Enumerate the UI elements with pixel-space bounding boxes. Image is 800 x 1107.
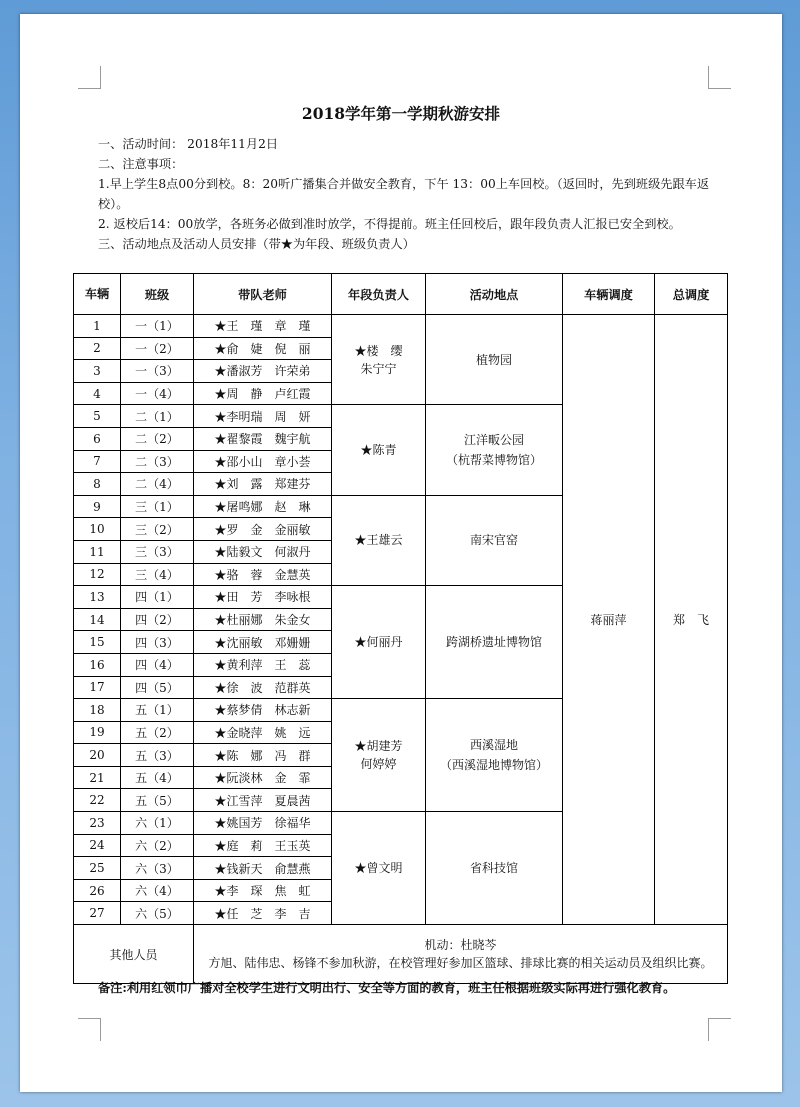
teachers-cell[interactable]: ★邵小山 章小荟 (194, 450, 332, 473)
header-general-dispatch[interactable]: 总调度 (655, 274, 728, 315)
teachers-cell[interactable]: ★周 静 卢红霞 (194, 382, 332, 405)
grade-leader-cell[interactable] (332, 315, 426, 405)
vehicle-number-cell[interactable]: 16 (74, 653, 121, 676)
class-cell[interactable]: 二（1） (121, 405, 194, 428)
header-dispatch[interactable]: 车辆调度 (563, 274, 655, 315)
grade-leader-secondary: 何婷婷 (360, 757, 397, 772)
intro-section (98, 134, 726, 254)
crop-mark-bottom-right (708, 1018, 731, 1041)
grade-leader-cell[interactable] (332, 495, 426, 585)
teachers-cell[interactable]: ★任 芝 李 吉 (194, 902, 332, 925)
document-title[interactable]: 2018学年第一学期秋游安排 (301, 104, 501, 123)
teachers-cell[interactable]: ★李明瑞 周 妍 (194, 405, 332, 428)
location-cell[interactable] (426, 812, 563, 925)
class-cell[interactable]: 三（2） (121, 518, 194, 541)
crop-mark-top-right (708, 66, 731, 89)
teachers-cell[interactable]: ★沈丽敏 邓姗姗 (194, 631, 332, 654)
table-row (74, 315, 728, 338)
class-cell[interactable]: 三（1） (121, 495, 194, 518)
vehicle-number-cell[interactable]: 19 (74, 721, 121, 744)
header-location[interactable]: 活动地点 (426, 274, 563, 315)
grade-leader-primary: ★王雄云 (354, 533, 403, 548)
vehicle-number-cell[interactable]: 13 (74, 586, 121, 609)
vehicle-number-cell[interactable]: 5 (74, 405, 121, 428)
vehicle-number-cell[interactable]: 20 (74, 744, 121, 767)
vehicle-number-cell[interactable]: 21 (74, 766, 121, 789)
notice-item-2[interactable]: 2. 返校后14：00放学，各班务必做到准时放学，不得提前。班主任回校后，跟年段负责人汇报已安全到校。 (98, 217, 681, 231)
vehicle-number-cell[interactable]: 22 (74, 789, 121, 812)
teachers-cell[interactable]: ★屠鸣娜 赵 琳 (194, 495, 332, 518)
table-body (74, 315, 728, 984)
class-cell[interactable]: 三（3） (121, 540, 194, 563)
class-cell[interactable]: 一（1） (121, 315, 194, 338)
grade-leader-primary: ★陈青 (360, 443, 397, 458)
class-cell[interactable]: 二（2） (121, 427, 194, 450)
other-staff-content[interactable] (194, 925, 728, 984)
location-cell[interactable] (426, 586, 563, 699)
class-cell[interactable]: 六（1） (121, 812, 194, 835)
teachers-cell[interactable]: ★阮淡林 金 霏 (194, 766, 332, 789)
vehicle-number-cell[interactable]: 26 (74, 879, 121, 902)
class-cell[interactable]: 四（1） (121, 586, 194, 609)
header-class[interactable]: 班级 (121, 274, 194, 315)
class-cell[interactable]: 二（4） (121, 473, 194, 496)
grade-leader-primary: ★曾文明 (354, 861, 403, 876)
vehicle-number-cell[interactable]: 15 (74, 631, 121, 654)
activity-time-line[interactable]: 一、活动时间： 2018年11月2日 (98, 137, 279, 151)
location-name: 南宋官窑 (469, 533, 518, 548)
header-grade-leader[interactable]: 年段负责人 (332, 274, 426, 315)
crop-mark-bottom-left (78, 1018, 101, 1041)
teachers-cell[interactable]: ★刘 露 郑建芬 (194, 473, 332, 496)
teachers-cell[interactable]: ★田 芳 李咏根 (194, 586, 332, 609)
class-cell[interactable]: 四（3） (121, 631, 194, 654)
location-name: 跨湖桥遗址博物馆 (445, 635, 542, 650)
teachers-cell[interactable]: ★陈 娜 冯 群 (194, 744, 332, 767)
vehicle-number-cell[interactable]: 3 (74, 360, 121, 383)
crop-mark-top-left (78, 66, 101, 89)
location-subname: （西溪湿地博物馆） (439, 758, 548, 773)
teachers-cell[interactable]: ★江雪萍 夏晨茜 (194, 789, 332, 812)
vehicle-number-cell[interactable]: 9 (74, 495, 121, 518)
other-staff-label[interactable]: 其他人员 (74, 925, 194, 984)
location-cell[interactable] (426, 315, 563, 405)
grade-leader-cell[interactable] (332, 405, 426, 495)
class-cell[interactable]: 一（4） (121, 382, 194, 405)
teachers-cell[interactable]: ★陆毅文 何淑丹 (194, 540, 332, 563)
location-cell[interactable] (426, 495, 563, 585)
class-cell[interactable]: 一（3） (121, 360, 194, 383)
absent-staff-line: 方旭、陆伟忠、杨锋不参加秋游，在校管理好参加区篮球、排球比赛的相关运动员及组织比赛。 (208, 956, 713, 971)
vehicle-number-cell[interactable]: 14 (74, 608, 121, 631)
vehicle-number-cell[interactable]: 7 (74, 450, 121, 473)
teachers-cell[interactable]: ★金晓萍 姚 远 (194, 721, 332, 744)
other-staff-row (74, 925, 728, 984)
location-name: 江洋畈公园 (463, 433, 524, 448)
location-name: 省科技馆 (469, 861, 518, 876)
grade-leader-cell[interactable] (332, 812, 426, 925)
vehicle-number-cell[interactable]: 25 (74, 857, 121, 880)
general-dispatch-cell[interactable]: 郑 飞 (655, 315, 728, 925)
teachers-cell[interactable]: ★钱新天 俞慧燕 (194, 857, 332, 880)
teachers-cell[interactable]: ★姚国芳 徐福华 (194, 812, 332, 835)
class-cell[interactable]: 二（3） (121, 450, 194, 473)
teachers-cell[interactable]: ★王 瑾 章 瑾 (194, 315, 332, 338)
grade-leader-primary: ★何丽丹 (354, 635, 403, 650)
grade-leader-cell[interactable] (332, 586, 426, 699)
teachers-cell[interactable]: ★徐 波 范群英 (194, 676, 332, 699)
vehicle-number-cell[interactable]: 11 (74, 540, 121, 563)
class-cell[interactable]: 四（2） (121, 608, 194, 631)
grade-leader-primary: ★楼 缨 (354, 343, 403, 358)
vehicle-number-cell[interactable]: 27 (74, 902, 121, 925)
vehicle-number-cell[interactable]: 18 (74, 699, 121, 722)
teachers-cell[interactable]: ★李 琛 焦 虹 (194, 879, 332, 902)
class-cell[interactable]: 一（2） (121, 337, 194, 360)
class-cell[interactable]: 五（1） (121, 699, 194, 722)
location-name: 西溪湿地 (469, 738, 518, 753)
vehicle-number-cell[interactable]: 2 (74, 337, 121, 360)
class-cell[interactable]: 五（4） (121, 766, 194, 789)
location-cell[interactable] (426, 405, 563, 495)
table-header-row (74, 274, 728, 315)
vehicle-number-cell[interactable]: 1 (74, 315, 121, 338)
notice-item-1[interactable]: 1.早上学生8点00分到校。8：20听广播集合并做安全教育，下午 13：00上车回校。（返回时，先到班级先跟车返校）。 (98, 177, 710, 211)
vehicle-number-cell[interactable]: 17 (74, 676, 121, 699)
arrangement-heading[interactable]: 三、活动地点及活动人员安排（带★为年段、班级负责人） (98, 237, 415, 251)
dispatch-cell[interactable]: 蒋丽萍 (563, 315, 655, 925)
class-cell[interactable]: 六（2） (121, 834, 194, 857)
footnote[interactable]: 备注:利用红领巾广播对全校学生进行文明出行、安全等方面的教育，班主任根据班级实际再进行强化教育。 (98, 981, 676, 995)
grade-leader-secondary: 朱宁宁 (360, 361, 397, 376)
vehicle-number-cell[interactable]: 6 (74, 427, 121, 450)
teachers-cell[interactable]: ★庭 莉 王玉英 (194, 834, 332, 857)
vehicle-number-cell[interactable]: 10 (74, 518, 121, 541)
class-cell[interactable]: 六（5） (121, 902, 194, 925)
grade-leader-cell[interactable] (332, 699, 426, 812)
vehicle-number-cell[interactable]: 24 (74, 834, 121, 857)
teachers-cell[interactable]: ★翟黎霞 魏宇航 (194, 427, 332, 450)
class-cell[interactable]: 六（4） (121, 879, 194, 902)
teachers-cell[interactable]: ★蔡梦倩 林志新 (194, 699, 332, 722)
teachers-cell[interactable]: ★俞 婕 倪 丽 (194, 337, 332, 360)
grade-leader-primary: ★胡建芳 (354, 739, 403, 754)
class-cell[interactable]: 四（5） (121, 676, 194, 699)
teachers-cell[interactable]: ★罗 金 金丽敏 (194, 518, 332, 541)
location-name: 植物园 (475, 352, 512, 367)
class-cell[interactable]: 四（4） (121, 653, 194, 676)
vehicle-number-cell[interactable]: 12 (74, 563, 121, 586)
class-cell[interactable]: 三（4） (121, 563, 194, 586)
location-subname: （杭帮菜博物馆） (445, 453, 542, 468)
class-cell[interactable]: 五（2） (121, 721, 194, 744)
schedule-table (73, 273, 728, 984)
document-page (20, 14, 782, 1092)
header-teachers[interactable]: 带队老师 (194, 274, 332, 315)
location-cell[interactable] (426, 699, 563, 812)
class-cell[interactable]: 五（5） (121, 789, 194, 812)
standby-staff-line: 机动：杜晓芩 (424, 938, 497, 953)
notice-heading[interactable]: 二、注意事项： (98, 157, 184, 171)
header-vehicle[interactable]: 车辆 (74, 274, 121, 315)
teachers-cell[interactable]: ★潘淑芳 许荣弟 (194, 360, 332, 383)
teachers-cell[interactable]: ★黄利萍 王 蕊 (194, 653, 332, 676)
class-cell[interactable]: 六（3） (121, 857, 194, 880)
teachers-cell[interactable]: ★杜丽娜 朱金女 (194, 608, 332, 631)
vehicle-number-cell[interactable]: 23 (74, 812, 121, 835)
vehicle-number-cell[interactable]: 4 (74, 382, 121, 405)
class-cell[interactable]: 五（3） (121, 744, 194, 767)
vehicle-number-cell[interactable]: 8 (74, 473, 121, 496)
teachers-cell[interactable]: ★骆 蓉 金慧英 (194, 563, 332, 586)
